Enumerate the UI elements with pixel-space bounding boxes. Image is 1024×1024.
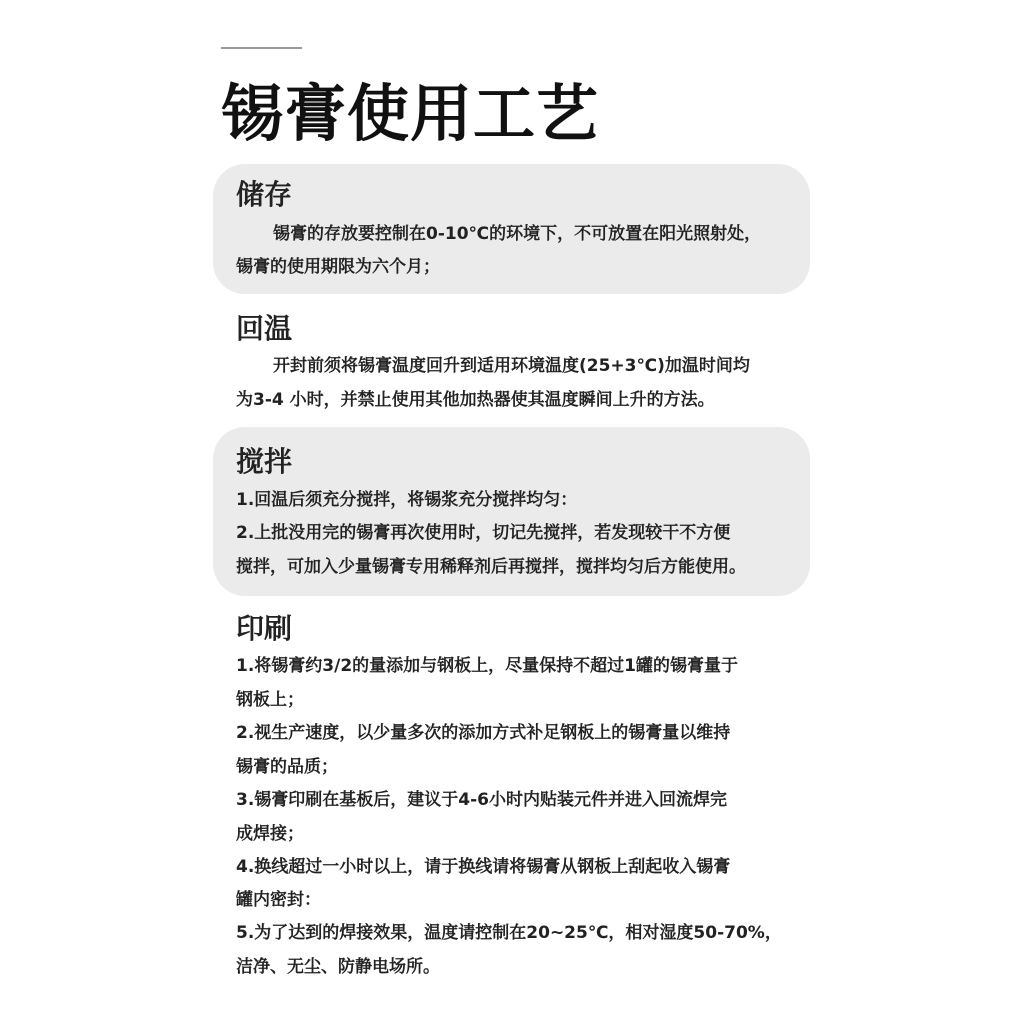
storage-heading: 储存	[236, 178, 293, 211]
rewarming-text-line: 为3-4 小时，并禁止使用其他加热器使其温度瞬间上升的方法。	[236, 390, 715, 410]
stirring-text-line: 搅拌，可加入少量锡膏专用稀释剂后再搅拌，搅拌均匀后方能使用。	[236, 557, 746, 577]
printing-heading: 印刷	[236, 612, 293, 645]
top-divider	[221, 47, 302, 49]
stirring-text-line: 2.上批没用完的锡膏再次使用时，切记先搅拌，若发现较干不方便	[236, 523, 731, 543]
printing-text-line: 罐内密封：	[236, 890, 321, 910]
storage-text-line: 锡膏的存放要控制在0-10℃的环境下，不可放置在阳光照射处，	[273, 224, 762, 244]
printing-text-line: 3.锡膏印刷在基板后，建议于4-6小时内贴装元件并进入回流焊完	[236, 790, 727, 810]
printing-text-line: 锡膏的品质；	[236, 757, 338, 777]
rewarming-heading: 回温	[236, 312, 293, 345]
printing-text-line: 1.将锡膏约3/2的量添加与钢板上，尽量保持不超过1罐的锡膏量于	[236, 656, 738, 676]
printing-text-line: 洁净、无尘、防静电场所。	[236, 957, 440, 977]
page-title: 锡膏使用工艺	[221, 77, 600, 150]
rewarming-text-line: 开封前须将锡膏温度回升到适用环境温度(25+3℃)加温时间均	[273, 356, 750, 376]
printing-text-line: 钢板上；	[236, 690, 304, 710]
storage-text-line: 锡膏的使用期限为六个月；	[236, 257, 440, 277]
stirring-heading: 搅拌	[236, 445, 293, 478]
printing-text-line: 5.为了达到的焊接效果，温度请控制在20~25℃，相对湿度50-70%，	[236, 923, 782, 943]
printing-text-line: 2.视生产速度，以少量多次的添加方式补足钢板上的锡膏量以维持	[236, 723, 731, 743]
printing-text-line: 4.换线超过一小时以上，请于换线请将锡膏从钢板上刮起收入锡膏	[236, 857, 731, 877]
stirring-text-line: 1.回温后须充分搅拌，将锡浆充分搅拌均匀：	[236, 490, 578, 510]
printing-text-line: 成焊接；	[236, 824, 304, 844]
